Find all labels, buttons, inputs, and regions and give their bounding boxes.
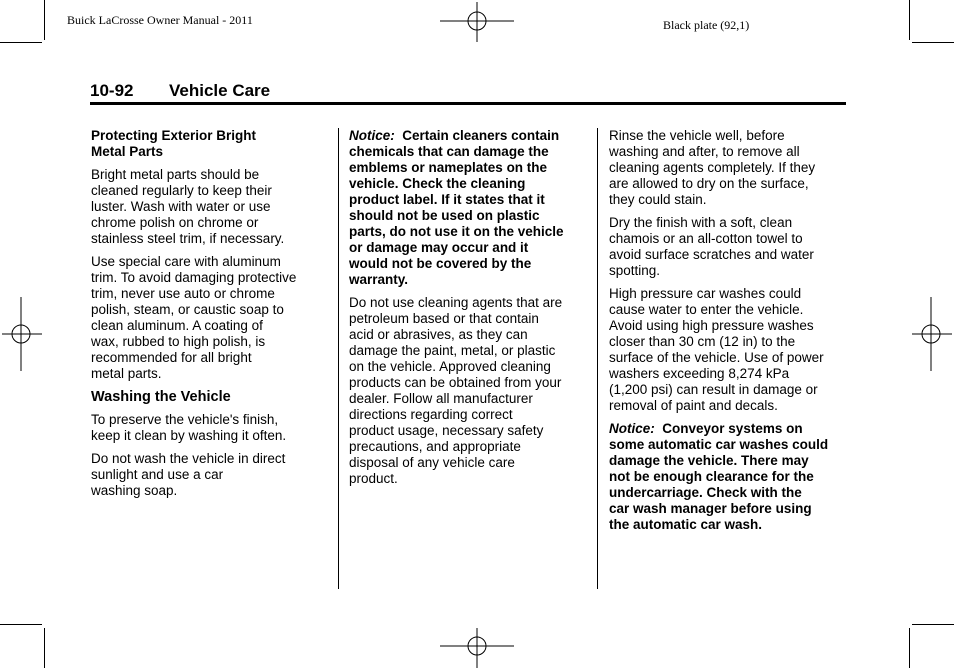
- text-line: Do not wash the vehicle in direct: [91, 451, 286, 466]
- text-line: washers exceeding 8,274 kPa: [609, 366, 790, 381]
- text-line: undercarriage. Check with the: [609, 485, 802, 500]
- text-line: dealer. Follow all manufacturer: [349, 391, 533, 406]
- column-2: [349, 128, 589, 494]
- text-line: avoid surface scratches and water: [609, 247, 814, 262]
- text-line: closer than 30 cm (12 in) to the: [609, 334, 796, 349]
- paragraph: [91, 451, 331, 499]
- crop-mark: [909, 628, 910, 668]
- text-line: spotting.: [609, 263, 661, 278]
- notice-label: Notice:: [609, 421, 655, 436]
- text-line: acid or abrasives, as they can: [349, 327, 528, 342]
- column-divider: [338, 128, 339, 589]
- text-line: To preserve the vehicle's finish,: [91, 412, 279, 427]
- subsection-heading: [91, 128, 331, 160]
- text-line: parts, do not use it on the vehicle: [349, 224, 564, 239]
- header-rule: [90, 102, 846, 105]
- text-line: washing soap.: [91, 483, 178, 498]
- text-line: car wash manager before using: [609, 501, 812, 516]
- registration-mark-icon: [912, 297, 952, 371]
- paragraph: [609, 215, 849, 279]
- paragraph: [609, 286, 849, 414]
- registration-mark-icon: [440, 2, 514, 42]
- paragraph: [91, 167, 331, 247]
- text-line: Bright metal parts should be: [91, 167, 260, 182]
- paragraph: [91, 254, 331, 382]
- text-line: warranty.: [349, 272, 409, 287]
- text-line: Rinse the vehicle well, before: [609, 128, 785, 143]
- crop-mark: [0, 624, 42, 625]
- column-1: [91, 128, 331, 506]
- text-line: wax, rubbed to high polish, is: [91, 334, 266, 349]
- text-line: directions regarding correct: [349, 407, 513, 422]
- registration-mark-icon: [440, 628, 514, 668]
- text-line: damage the paint, metal, or plastic: [349, 343, 556, 358]
- notice-block: [609, 421, 849, 533]
- heading-line: Protecting Exterior Bright: [91, 128, 257, 143]
- text-line: the automatic car wash.: [609, 517, 763, 532]
- text-line: Use special care with aluminum: [91, 254, 281, 269]
- text-line: Dry the finish with a soft, clean: [609, 215, 793, 230]
- text-line: product usage, necessary safety: [349, 423, 544, 438]
- crop-mark: [44, 628, 45, 668]
- crop-mark: [912, 624, 954, 625]
- text-line: disposal of any vehicle care: [349, 455, 515, 470]
- text-line: luster. Wash with water or use: [91, 199, 271, 214]
- paragraph: [609, 128, 849, 208]
- plate-label: Black plate (92,1): [663, 18, 750, 32]
- text-line: would not be covered by the: [349, 256, 532, 271]
- heading-line: Metal Parts: [91, 144, 164, 159]
- text-line: on the vehicle. Approved cleaning: [349, 359, 551, 374]
- text-line: chrome polish on chrome or: [91, 215, 259, 230]
- text-line: cleaning agents completely. If they: [609, 160, 816, 175]
- text-line: Certain cleaners contain: [402, 128, 560, 143]
- page-number: 10-92: [90, 81, 134, 100]
- paragraph: [91, 412, 331, 444]
- subsection-heading: Washing the Vehicle: [91, 389, 231, 405]
- text-line: cause water to enter the vehicle.: [609, 302, 804, 317]
- text-line: washing and after, to remove all: [609, 144, 800, 159]
- text-line: some automatic car washes could: [609, 437, 829, 452]
- text-line: vehicle. Check the cleaning: [349, 176, 526, 191]
- crop-mark: [44, 0, 45, 40]
- text-line: Conveyor systems on: [662, 421, 803, 436]
- text-line: (1,200 psi) can result in damage or: [609, 382, 818, 397]
- text-line: should not be used on plastic: [349, 208, 540, 223]
- column-divider: [597, 128, 598, 589]
- text-line: surface of the vehicle. Use of power: [609, 350, 824, 365]
- text-line: are allowed to dry on the surface,: [609, 176, 809, 191]
- text-line: they could stain.: [609, 192, 707, 207]
- registration-mark-icon: [2, 297, 42, 371]
- text-line: or damage may occur and it: [349, 240, 529, 255]
- text-line: removal of paint and decals.: [609, 398, 778, 413]
- text-line: Do not use cleaning agents that are: [349, 295, 563, 310]
- text-line: emblems or nameplates on the: [349, 160, 548, 175]
- text-line: petroleum based or that contain: [349, 311, 539, 326]
- text-line: metal parts.: [91, 366, 162, 381]
- crop-mark: [0, 42, 42, 43]
- text-line: precautions, and appropriate: [349, 439, 521, 454]
- paragraph: [349, 295, 589, 487]
- text-line: Avoid using high pressure washes: [609, 318, 814, 333]
- text-line: clean aluminum. A coating of: [91, 318, 263, 333]
- crop-mark: [912, 42, 954, 43]
- text-line: polish, steam, or caustic soap to: [91, 302, 284, 317]
- crop-mark: [909, 0, 910, 40]
- text-line: product label. If it states that it: [349, 192, 545, 207]
- section-title: Vehicle Care: [169, 81, 271, 100]
- text-line: trim. To avoid damaging protective: [91, 270, 297, 285]
- text-line: High pressure car washes could: [609, 286, 802, 301]
- text-line: sunlight and use a car: [91, 467, 224, 482]
- text-line: cleaned regularly to keep their: [91, 183, 272, 198]
- text-line: recommended for all bright: [91, 350, 252, 365]
- text-line: trim, never use auto or chrome: [91, 286, 275, 301]
- text-line: products can be obtained from your: [349, 375, 562, 390]
- notice-label: Notice:: [349, 128, 395, 143]
- text-line: keep it clean by washing it often.: [91, 428, 287, 443]
- notice-block: [349, 128, 589, 288]
- column-3: [609, 128, 849, 540]
- manual-title: Buick LaCrosse Owner Manual - 2011: [67, 13, 253, 27]
- text-line: not be enough clearance for the: [609, 469, 814, 484]
- text-line: chamois or an all-cotton towel to: [609, 231, 803, 246]
- text-line: chemicals that can damage the: [349, 144, 549, 159]
- text-line: product.: [349, 471, 398, 486]
- text-line: stainless steel trim, if necessary.: [91, 231, 285, 246]
- text-line: damage the vehicle. There may: [609, 453, 809, 468]
